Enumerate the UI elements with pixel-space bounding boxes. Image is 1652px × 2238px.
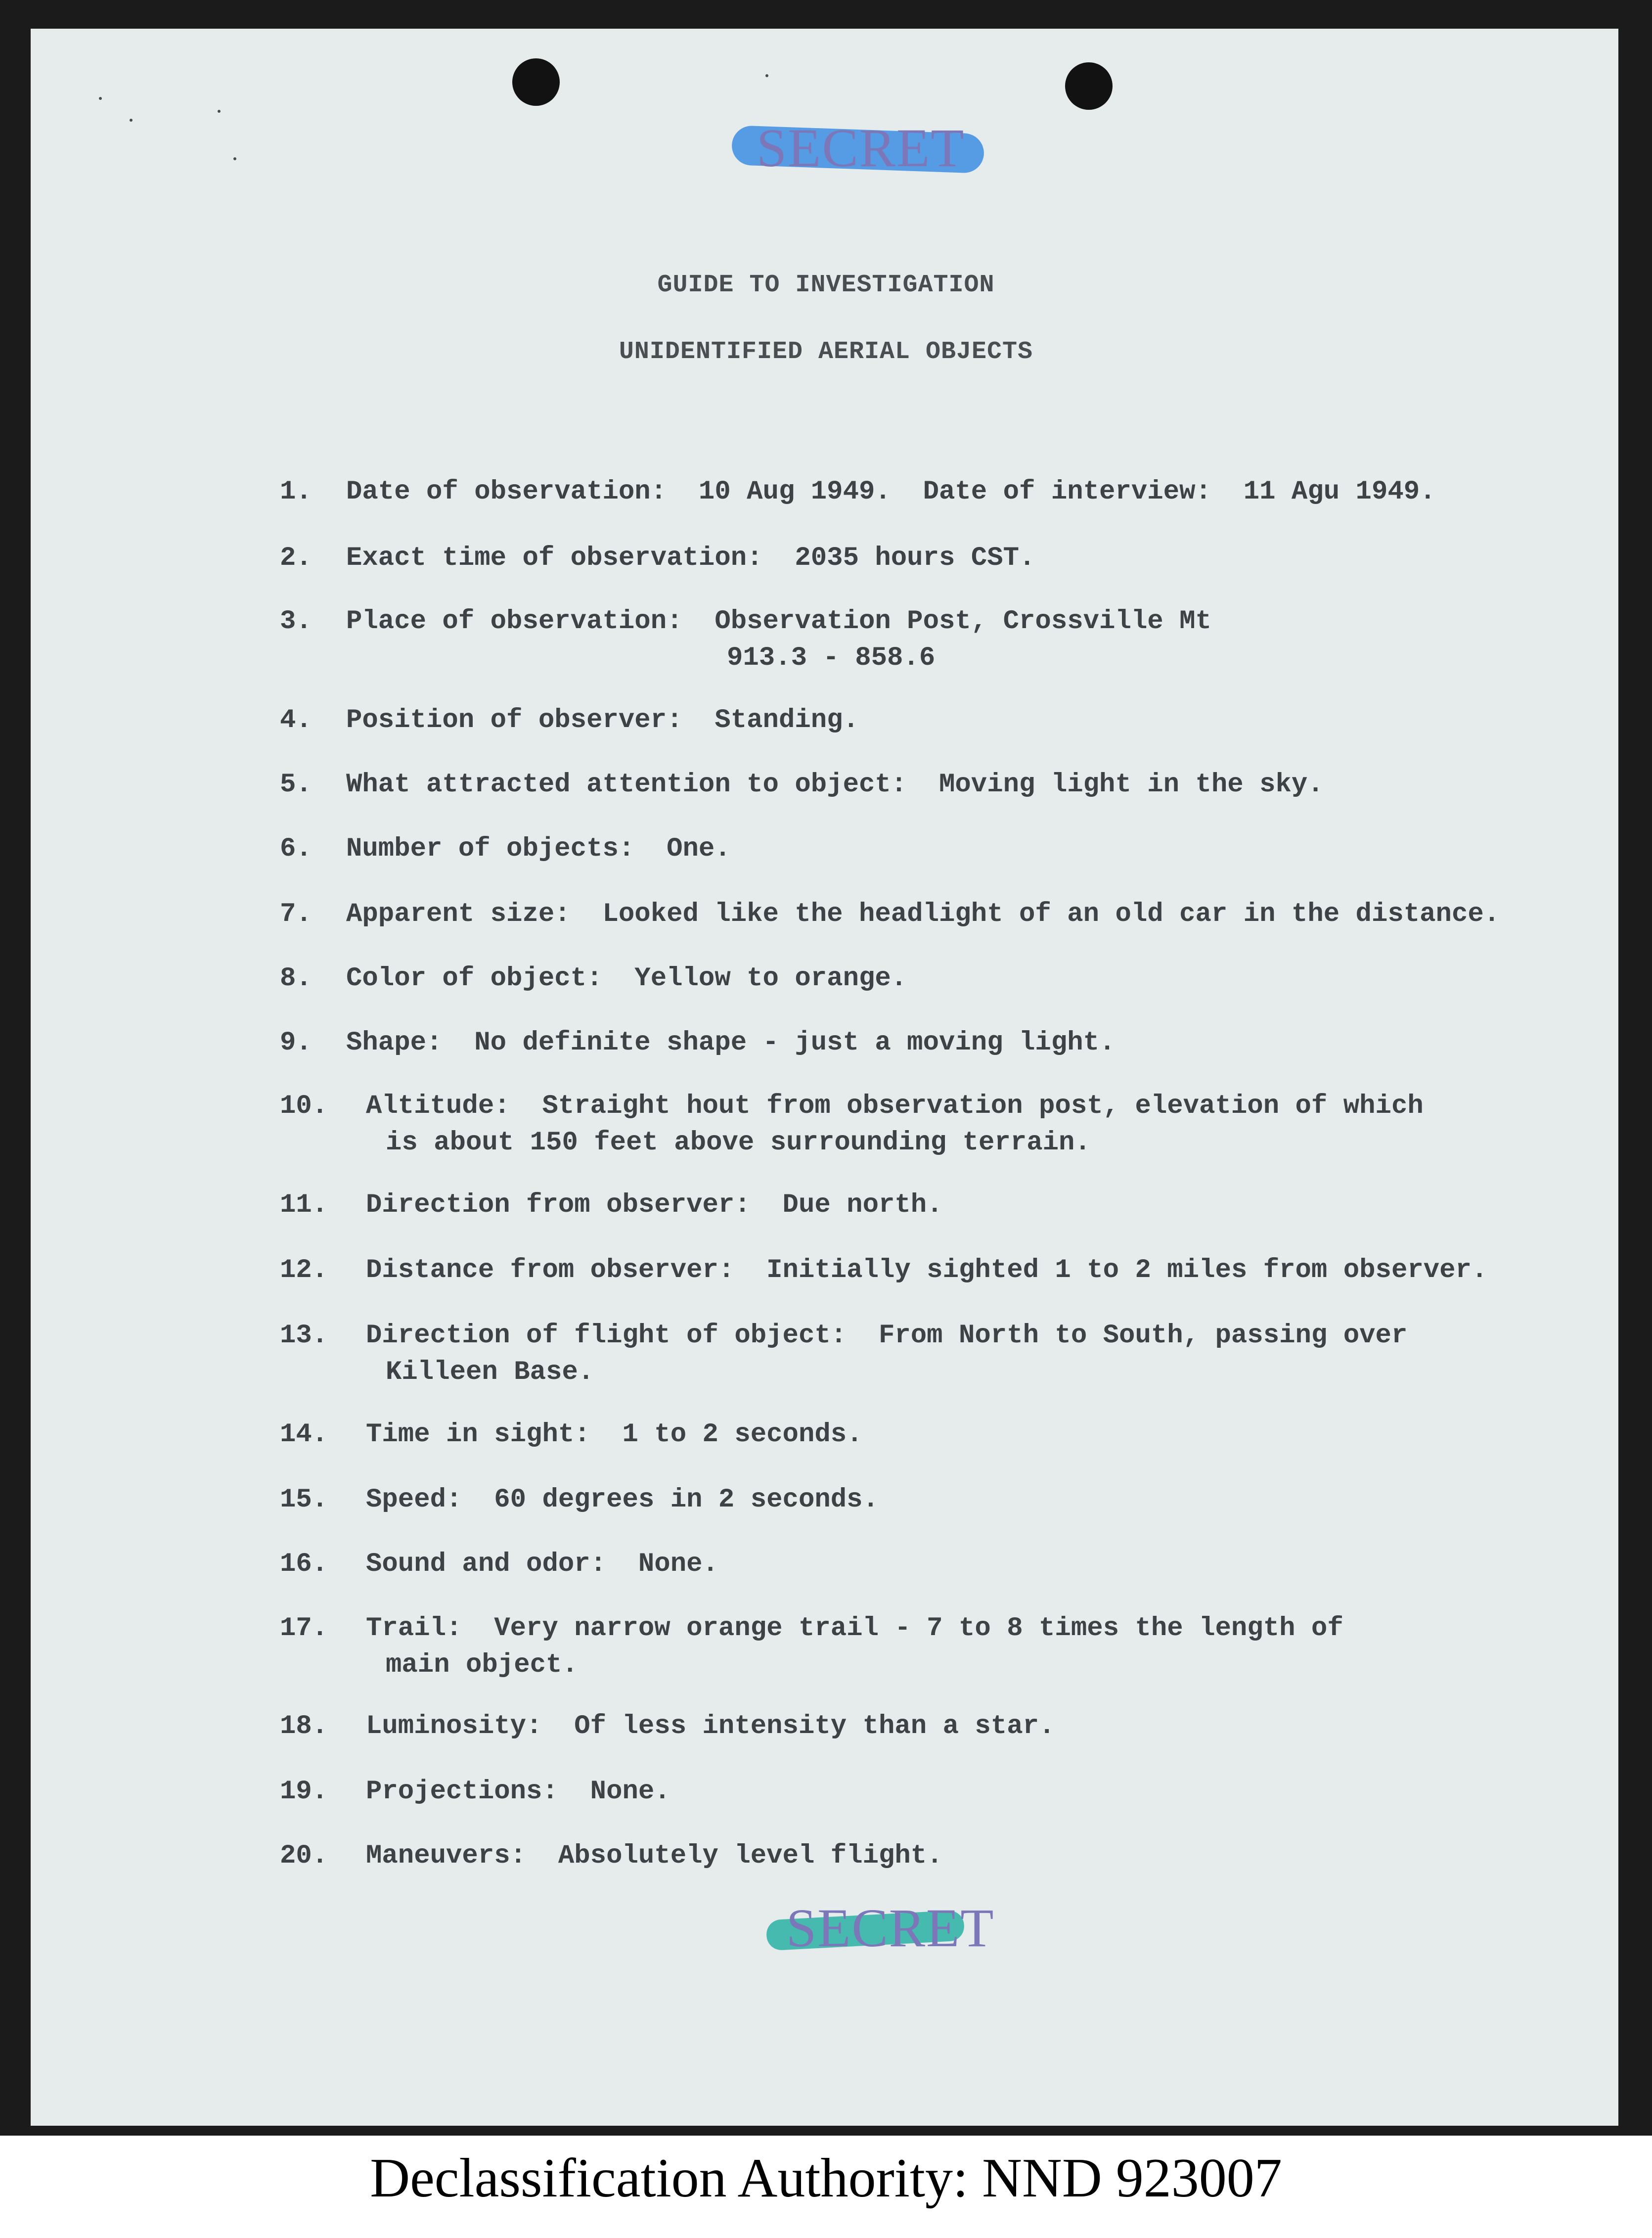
item-text: Luminosity: Of less intensity than a star. [366, 1711, 1055, 1741]
item-text: Number of objects: One. [346, 834, 731, 864]
item-number: 13. [280, 1321, 328, 1351]
punch-hole-right [1065, 62, 1113, 110]
item-text: Trail: Very narrow orange trail - 7 to 8 times the length of [366, 1613, 1343, 1644]
item-text: Projections: None. [366, 1777, 670, 1807]
item-number: 4. [280, 705, 312, 735]
item-text: Sound and odor: None. [366, 1549, 718, 1579]
item-text: Direction of flight of object: From North to South, passing over [366, 1321, 1408, 1351]
paper-speck [130, 119, 133, 122]
paper-speck [99, 97, 102, 100]
item-continuation: is about 150 feet above surrounding terrain. [386, 1128, 1091, 1158]
item-number: 1. [280, 477, 312, 507]
declassification-footer: Declassification Authority: NND 923007 [370, 2147, 1282, 2209]
document-title: GUIDE TO INVESTIGATION [657, 271, 995, 299]
item-number: 3. [280, 606, 312, 637]
item-text: Time in sight: 1 to 2 seconds. [366, 1419, 863, 1450]
item-number: 20. [280, 1841, 328, 1871]
item-continuation: main object. [386, 1650, 578, 1680]
item-text: Color of object: Yellow to orange. [346, 963, 907, 994]
item-text: Place of observation: Observation Post, Crossville Mt [346, 606, 1211, 637]
item-number: 11. [280, 1190, 328, 1220]
document-subtitle: UNIDENTIFIED AERIAL OBJECTS [619, 338, 1033, 366]
item-number: 12. [280, 1255, 328, 1285]
item-number: 19. [280, 1777, 328, 1807]
secret-stamp-bottom: SECRET [786, 1898, 995, 1958]
item-text: Date of observation: 10 Aug 1949. Date of interview: 11 Agu 1949. [346, 477, 1436, 507]
item-number: 2. [280, 543, 312, 573]
item-text: Distance from observer: Initially sighted 1 to 2 miles from observer. [366, 1255, 1488, 1285]
item-continuation: 913.3 - 858.6 [727, 643, 936, 673]
item-number: 9. [280, 1028, 312, 1058]
punch-hole-left [512, 58, 560, 106]
item-number: 7. [280, 899, 312, 929]
item-continuation: Killeen Base. [386, 1357, 594, 1387]
paper-speck [765, 74, 768, 77]
item-text: Exact time of observation: 2035 hours CST. [346, 543, 1035, 573]
item-number: 17. [280, 1613, 328, 1644]
item-number: 5. [280, 770, 312, 800]
item-number: 16. [280, 1549, 328, 1579]
item-text: Speed: 60 degrees in 2 seconds. [366, 1485, 879, 1515]
paper-speck [218, 110, 221, 113]
item-number: 8. [280, 963, 312, 994]
item-text: Direction from observer: Due north. [366, 1190, 943, 1220]
paper-speck [233, 157, 236, 160]
item-text: Maneuvers: Absolutely level flight. [366, 1841, 943, 1871]
item-text: Shape: No definite shape - just a moving light. [346, 1028, 1116, 1058]
item-text: What attracted attention to object: Moving light in the sky. [346, 770, 1324, 800]
item-text: Altitude: Straight hout from observation post, elevation of which [366, 1091, 1424, 1121]
item-number: 18. [280, 1711, 328, 1741]
item-number: 15. [280, 1485, 328, 1515]
item-text: Apparent size: Looked like the headlight of an old car in the distance. [346, 899, 1500, 929]
item-text: Position of observer: Standing. [346, 705, 859, 735]
item-number: 6. [280, 834, 312, 864]
secret-stamp-top: SECRET [757, 118, 965, 178]
item-number: 10. [280, 1091, 328, 1121]
item-number: 14. [280, 1419, 328, 1450]
